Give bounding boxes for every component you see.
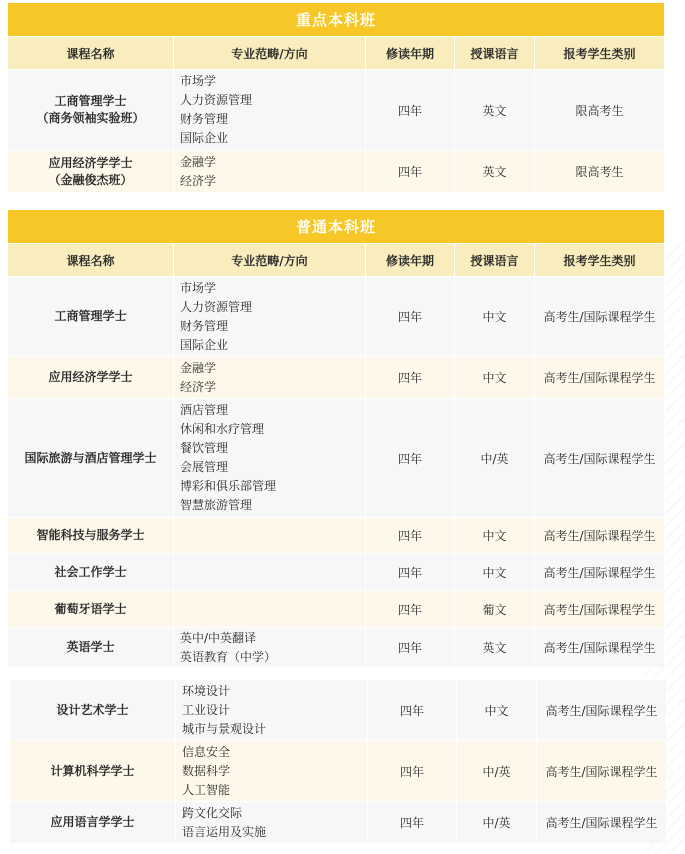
student-category: 高考生/国际课程学生 (535, 357, 665, 399)
student-category: 高考生/国际课程学生 (535, 554, 665, 591)
table-row (8, 399, 665, 518)
study-years: 四年 (368, 741, 457, 802)
general-undergrad-table (7, 209, 665, 668)
course-name: 智能科技与服务学士 (8, 518, 174, 554)
teaching-language: 中文 (455, 357, 535, 399)
key-undergrad-table (7, 2, 665, 193)
student-category: 高考生/国际课程学生 (535, 628, 665, 668)
course-name: 应用语言学学士 (10, 802, 176, 844)
course-name: 应用经济学学士 （金融俊杰班） (8, 151, 174, 193)
column-header-language: 授课语言 (455, 244, 535, 277)
course-name: 葡萄牙语学士 (8, 591, 174, 628)
course-name: 设计艺术学士 (10, 680, 176, 741)
study-years: 四年 (366, 518, 455, 554)
course-name: 工商管理学士 (8, 277, 174, 357)
teaching-language: 中/英 (457, 802, 537, 844)
study-years: 四年 (366, 591, 455, 628)
table-row (8, 70, 665, 151)
course-name: 工商管理学士 （商务领袖实验班） (8, 70, 174, 151)
course-name: 社会工作学士 (8, 554, 174, 591)
teaching-language: 葡文 (455, 591, 535, 628)
teaching-language: 中/英 (455, 399, 535, 518)
major-list (174, 518, 366, 554)
column-header-category: 报考学生类别 (535, 244, 665, 277)
study-years: 四年 (366, 151, 455, 193)
study-years: 四年 (368, 680, 457, 741)
table-row (8, 357, 665, 399)
table-row (10, 802, 667, 844)
teaching-language: 英文 (455, 70, 535, 151)
major-list: 信息安全 数据科学 人工智能 (176, 741, 368, 802)
table-row (10, 741, 667, 802)
student-category: 高考生/国际课程学生 (535, 518, 665, 554)
column-header-major: 专业范畴/方向 (174, 244, 366, 277)
table-row (8, 151, 665, 193)
student-category: 高考生/国际课程学生 (535, 277, 665, 357)
study-years: 四年 (368, 802, 457, 844)
major-list: 市场学 人力资源管理 财务管理 国际企业 (174, 70, 366, 151)
teaching-language: 英文 (455, 151, 535, 193)
major-list: 酒店管理 休闲和水疗管理 餐饮管理 会展管理 博彩和俱乐部管理 智慧旅游管理 (174, 399, 366, 518)
teaching-language: 中/英 (457, 741, 537, 802)
additional-programs-table (9, 679, 667, 844)
student-category: 限高考生 (535, 70, 665, 151)
student-category: 高考生/国际课程学生 (537, 680, 667, 741)
study-years: 四年 (366, 399, 455, 518)
major-list: 跨文化交际 语言运用及实施 (176, 802, 368, 844)
teaching-language: 中文 (455, 554, 535, 591)
table-row (8, 554, 665, 591)
table-row (10, 680, 667, 741)
course-name: 国际旅游与酒店管理学士 (8, 399, 174, 518)
teaching-language: 中文 (457, 680, 537, 741)
student-category: 高考生/国际课程学生 (537, 741, 667, 802)
major-list: 市场学 人力资源管理 财务管理 国际企业 (174, 277, 366, 357)
student-category: 限高考生 (535, 151, 665, 193)
course-name: 计算机科学学士 (10, 741, 176, 802)
major-list (174, 591, 366, 628)
teaching-language: 中文 (455, 518, 535, 554)
student-category: 高考生/国际课程学生 (535, 399, 665, 518)
course-name: 应用经济学学士 (8, 357, 174, 399)
major-list: 环境设计 工业设计 城市与景观设计 (176, 680, 368, 741)
teaching-language: 中文 (455, 277, 535, 357)
column-header-course: 课程名称 (8, 244, 174, 277)
course-name: 英语学士 (8, 628, 174, 668)
table-row (8, 518, 665, 554)
column-header-years: 修读年期 (366, 244, 455, 277)
study-years: 四年 (366, 628, 455, 668)
column-header-course: 课程名称 (8, 37, 174, 70)
student-category: 高考生/国际课程学生 (535, 591, 665, 628)
study-years: 四年 (366, 70, 455, 151)
column-header-category: 报考学生类别 (535, 37, 665, 70)
table-row (8, 591, 665, 628)
column-header-years: 修读年期 (366, 37, 455, 70)
study-years: 四年 (366, 357, 455, 399)
study-years: 四年 (366, 277, 455, 357)
table-row (8, 277, 665, 357)
major-list (174, 554, 366, 591)
table-row (8, 628, 665, 668)
major-list: 金融学 经济学 (174, 151, 366, 193)
teaching-language: 英文 (455, 628, 535, 668)
section-title: 普通本科班 (8, 210, 665, 244)
major-list: 金融学 经济学 (174, 357, 366, 399)
column-header-language: 授课语言 (455, 37, 535, 70)
section-title: 重点本科班 (8, 3, 665, 37)
column-header-major: 专业范畴/方向 (174, 37, 366, 70)
study-years: 四年 (366, 554, 455, 591)
student-category: 高考生/国际课程学生 (537, 802, 667, 844)
major-list: 英中/中英翻译 英语教育（中学） (174, 628, 366, 668)
